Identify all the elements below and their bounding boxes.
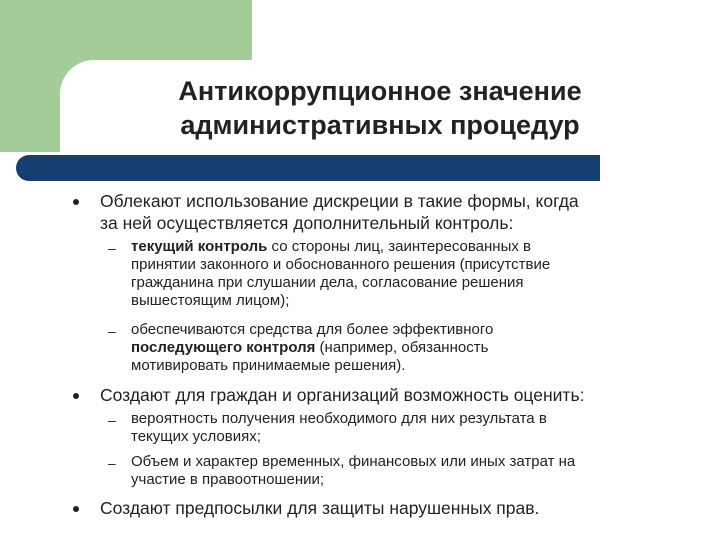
bullet-text [100,190,660,234]
subitem-line: гражданина при слушании дела, согласование решения [131,274,524,291]
subitem-line: вероятность получения необходимого для них результата в [131,410,547,427]
bullet-icon [70,390,82,402]
subitem-line: текущих условиях; [131,428,261,445]
subitem-line: обеспечиваются средства для более эффективного [131,321,494,338]
dash-icon: – [108,412,116,428]
bullet-text [100,384,660,406]
bullet-icon [70,196,82,208]
bold-term: текущий контроль [131,238,268,255]
bullet-icon [70,503,82,515]
subitem-fragment: (например, обязанность [315,339,489,356]
subitem-line [131,238,691,256]
dash-icon: – [108,240,116,256]
bullet-line: Облекают использование дискреции в такие формы, когда [100,191,579,211]
subitem-line: Объем и характер временных, финансовых или иных затрат на [131,453,576,470]
subitem-text [131,410,691,446]
bullet-line: Создают предпосылки для защиты нарушенных прав. [100,498,540,518]
subitem-line [131,339,691,357]
subitem-text [131,321,691,375]
subitem-line: принятии законного и обоснованного решения (присутствие [131,256,551,273]
subitem-text [131,453,691,489]
subitem-line: вышестоящим лицом); [131,292,290,309]
bullet-text [100,497,660,519]
subitem-line: мотивировать принимаемые решения). [131,357,406,374]
dash-icon: – [108,323,116,339]
title-line: Антикоррупционное значение [178,76,582,106]
subitem-text [131,238,691,310]
bold-term: последующего контроля [131,339,316,356]
dash-icon: – [108,455,116,471]
bullet-line: Создают для граждан и организаций возможность оценить: [100,385,585,405]
bullet-line: за ней осуществляется дополнительный контроль: [100,213,514,233]
subitem-fragment: со стороны лиц, заинтересованных в [267,238,532,255]
title-line: административных процедур [180,110,580,140]
subitem-line: участие в правоотношении; [131,471,325,488]
